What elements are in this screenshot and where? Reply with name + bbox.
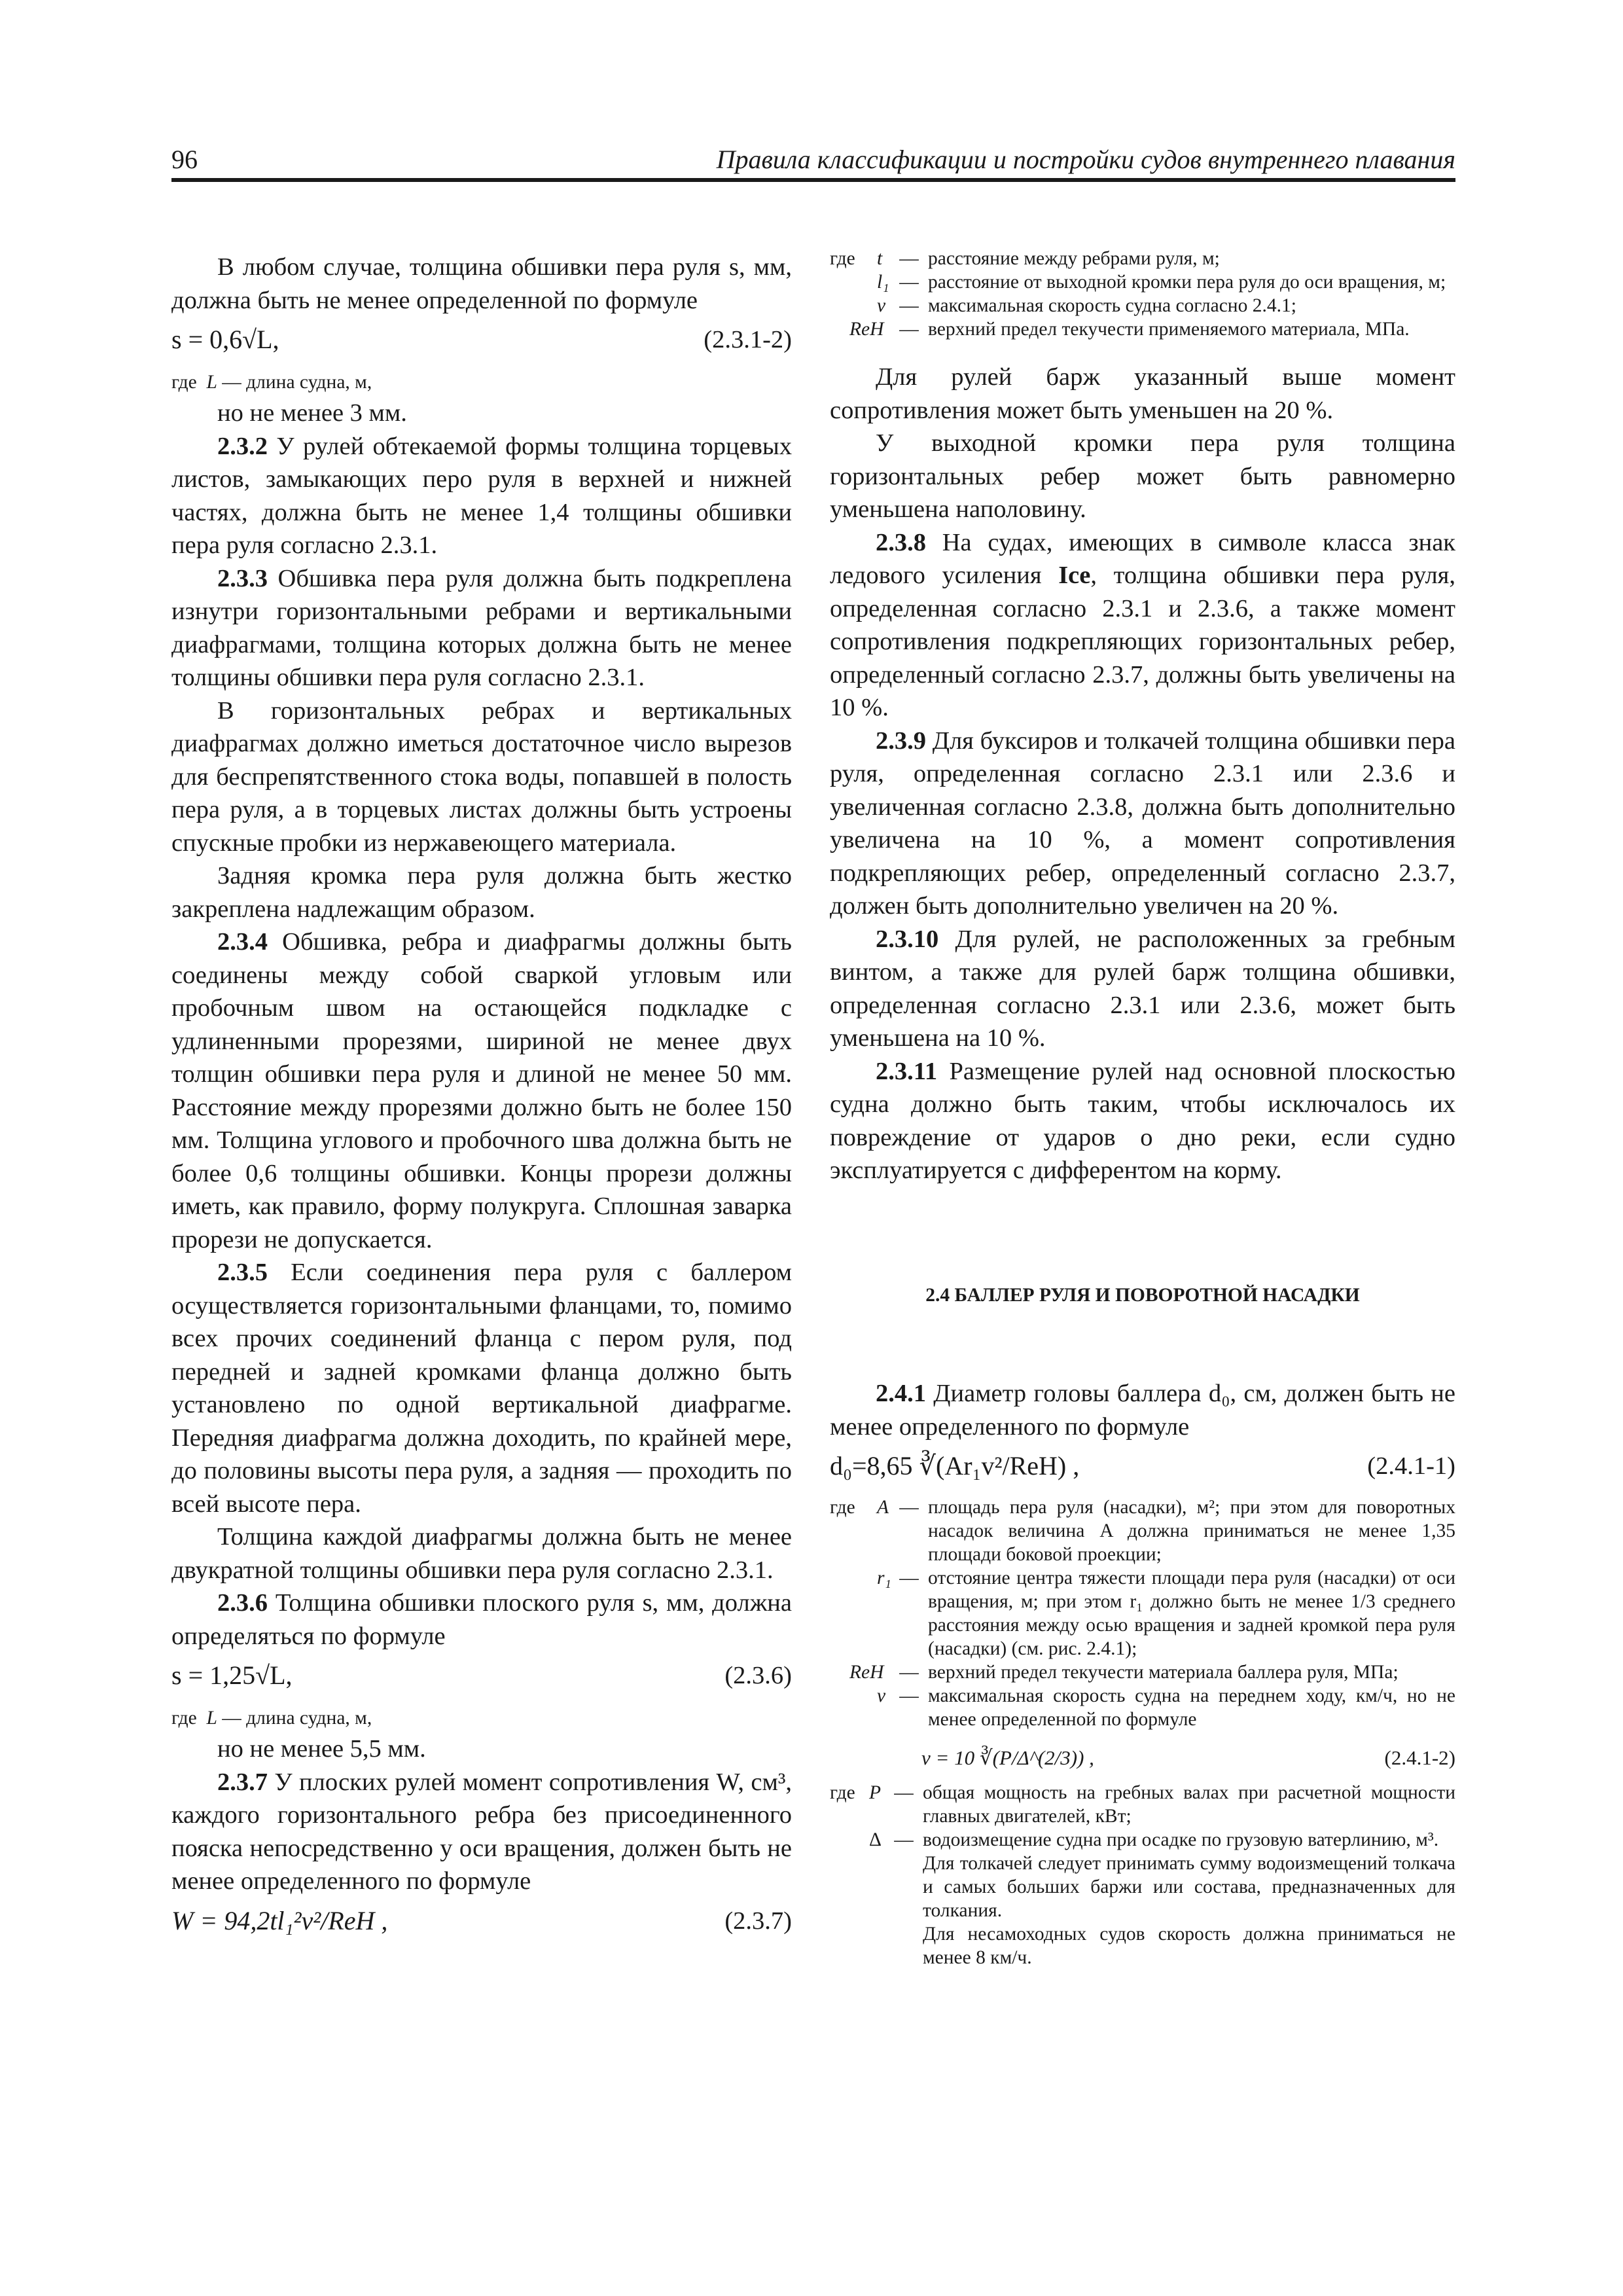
definition-dash: —	[222, 1708, 241, 1729]
clause-text: У плоских рулей момент сопротивления W, см³, каждого горизонтального ребра без присоединенного пояска непосредственно у оси вращения, должен быть не менее определенного по формуле	[171, 1768, 792, 1895]
running-title: Правила классификации и постройки судов внутреннего плавания	[716, 145, 1455, 174]
definition-item	[171, 1705, 792, 1731]
definition-dash: —	[899, 295, 919, 316]
formula-number: (2.4.1-1)	[1367, 1452, 1455, 1480]
definition-item	[171, 369, 792, 395]
page-number: 96	[171, 145, 198, 174]
formula-expression: s = 0,6√L,	[171, 325, 279, 354]
clause-text: Диаметр головы баллера d₀, см, должен быть не менее определенного по формуле	[830, 1380, 1455, 1441]
clause-number: 2.3.3	[217, 564, 268, 592]
clause-text: , толщина обшивки пера руля, определенная согласно 2.3.1 и 2.3.6, а также момент сопротивления подкрепляющих горизонтальных ребер, определенный согласно 2.3.7, должны быть увеличены на 10 %.	[830, 562, 1455, 721]
definition-list	[830, 1781, 1455, 1969]
definition-text: общая мощность на гребных валах при расчетной мощности главных двигателей, кВт;	[923, 1782, 1455, 1827]
definition-symbol: L	[206, 372, 217, 393]
formula-2-4-1-1	[830, 1447, 1455, 1489]
formula-2-4-1-2	[830, 1739, 1455, 1773]
definition-symbol: t	[877, 248, 883, 269]
definition-where: где	[171, 372, 197, 393]
definition-where: где	[830, 248, 855, 269]
definition-text: длина судна, м,	[246, 1708, 372, 1729]
clause-number: 2.3.5	[217, 1259, 268, 1286]
definition-where: где	[830, 1782, 855, 1803]
formula-expression: v = 10 ∛(P/Δ^(2/3)) ,	[921, 1746, 1094, 1769]
clause-number: 2.3.4	[217, 928, 268, 956]
clause-2-3-6	[171, 1587, 792, 1653]
definition-item	[830, 1566, 1455, 1660]
clause-number: 2.3.7	[217, 1768, 268, 1796]
definition-dash: —	[894, 1782, 914, 1803]
definition-text: водоизмещение судна при осадке по грузовую ватерлинию, м³.	[923, 1829, 1439, 1850]
clause-2-3-2	[171, 430, 792, 562]
definition-dash: —	[899, 1685, 919, 1706]
formula-expression: s = 1,25√L,	[171, 1660, 293, 1690]
definition-symbol: A	[877, 1497, 889, 1518]
header-rule	[171, 178, 1455, 182]
definition-text: площадь пера руля (насадки), м²; при этом для поворотных насадок величина A должна приниматься не менее 1,35 площади боковой проекции;	[928, 1497, 1455, 1565]
definition-dash: —	[899, 272, 919, 293]
paragraph: В любом случае, толщина обшивки пера руля s, мм, должна быть не менее определенной по формуле	[171, 253, 792, 314]
clause-2-3-8	[830, 526, 1455, 725]
clause-text: Для буксиров и толкачей толщина обшивки пера руля, определенная согласно 2.3.1 или 2.3.6 и увеличенная согласно 2.3.8, должна быть дополнительно увеличена на 10 %, а момент сопротивления подкрепляющих ребер, определенный согласно 2.3.7, должен быть дополнительно увеличен на 20 %.	[830, 726, 1455, 920]
definition-symbol: Δ	[869, 1829, 882, 1850]
definition-where: где	[171, 1708, 197, 1729]
definition-text: отстояние центра тяжести площади пера руля (насадки) от оси вращения, м; при этом r₁ должно быть не менее 1/3 среднего расстояния между осью вращения и задней кромкой пера руля (насадки) (см. рис. 2.4.1);	[928, 1568, 1455, 1659]
definition-dash: —	[899, 1497, 919, 1518]
formula-2-3-7	[171, 1902, 792, 1944]
definition-symbol: P	[869, 1782, 882, 1803]
definition-symbol: ReH	[849, 319, 884, 340]
left-column	[171, 251, 792, 1950]
clause-2-3-5	[171, 1256, 792, 1520]
ice-class-mark: Ice	[1058, 562, 1091, 589]
definition-item	[830, 294, 1455, 317]
definition-text: максимальная скорость судна на переднем ходу, км/ч, но не менее определенной по формуле	[928, 1685, 1455, 1730]
definition-list	[830, 1496, 1455, 1731]
clause-text: Если соединения пера руля с баллером осуществляется горизонтальными фланцами, то, помимо всех прочих соединений фланца с пером руля, под передней и задней кромками фланца должно быть установлено по одной вертикальной диафрагме. Передняя диафрагма должна доходить, по крайней мере, до половины высоты пера руля, а задняя — проходить по всей высоте пера.	[171, 1259, 792, 1518]
paragraph: У выходной кромки пера руля толщина горизонтальных ребер может быть равномерно уменьшена наполовину.	[830, 429, 1455, 523]
formula-number: (2.4.1-2)	[1384, 1746, 1455, 1769]
definition-item	[830, 270, 1455, 294]
right-column	[830, 248, 1455, 1969]
formula-number: (2.3.1-2)	[704, 326, 792, 353]
definition-item	[830, 1684, 1455, 1731]
definition-text: Для несамоходных судов скорость должна приниматься не менее 8 км/ч.	[923, 1924, 1455, 1968]
definition-item	[830, 1660, 1455, 1684]
clause-2-3-4	[171, 925, 792, 1256]
clause-text: Толщина обшивки плоского руля s, мм, должна определяться по формуле	[171, 1589, 792, 1650]
definition-text: расстояние от выходной кромки пера руля до оси вращения, м;	[928, 272, 1446, 293]
definition-symbol: L	[206, 1708, 217, 1729]
definition-symbol: ReH	[849, 1662, 884, 1683]
clause-2-4-1	[830, 1377, 1455, 1443]
definition-text: верхний предел текучести применяемого материала, МПа.	[928, 319, 1410, 340]
clause-2-3-11	[830, 1055, 1455, 1187]
definition-dash: —	[899, 248, 919, 269]
formula-2-3-1-2	[171, 321, 792, 363]
definition-note	[830, 1852, 1455, 1922]
clause-2-3-9	[830, 725, 1455, 923]
paragraph: но не менее 3 мм.	[217, 399, 407, 427]
definition-text: верхний предел текучести материала баллера руля, МПа;	[928, 1662, 1399, 1683]
definition-symbol: v	[877, 1685, 886, 1706]
definition-where: где	[830, 1497, 855, 1518]
clause-number: 2.3.10	[876, 925, 939, 953]
formula-expression: d₀=8,65 ∛(Ar₁v²/ReH) ,	[830, 1451, 1080, 1480]
clause-2-3-3	[171, 562, 792, 694]
paragraph: Для рулей барж указанный выше момент сопротивления может быть уменьшен на 20 %.	[830, 363, 1455, 424]
definition-symbol: r₁	[877, 1568, 891, 1588]
formula-2-3-6	[171, 1657, 792, 1698]
formula-expression: W = 94,2tl₁²v²/ReH ,	[171, 1905, 388, 1935]
clause-number: 2.3.6	[217, 1589, 268, 1617]
formula-number: (2.3.7)	[724, 1907, 792, 1935]
paragraph: но не менее 5,5 мм.	[217, 1735, 426, 1763]
definition-dash: —	[899, 1662, 919, 1683]
definition-item	[830, 1828, 1455, 1852]
clause-text: Для рулей, не расположенных за гребным винтом, а также для рулей барж толщина обшивки, определенная согласно 2.3.1 или 2.3.6, может быть уменьшена на 10 %.	[830, 925, 1455, 1052]
definition-list	[830, 247, 1455, 341]
paragraph: Толщина каждой диафрагмы должна быть не менее двукратной толщины обшивки пера руля согласно 2.3.1.	[171, 1523, 792, 1584]
clause-2-3-10	[830, 923, 1455, 1055]
clause-text: У рулей обтекаемой формы толщина торцевых листов, замыкающих перо руля в верхней и нижней частях, должна быть не менее 1,4 толщины обшивки пера руля согласно 2.3.1.	[171, 432, 792, 559]
clause-number: 2.3.9	[876, 726, 926, 755]
section-heading: 2.4 БАЛЛЕР РУЛЯ И ПОВОРОТНОЙ НАСАДКИ	[925, 1284, 1360, 1306]
clause-text: Размещение рулей над основной плоскостью судна должно быть таким, чтобы исключалось их повреждение от ударов о дно реки, если судно эксплуатируется с дифферентом на корму.	[830, 1057, 1455, 1184]
clause-text: На судах, имеющих в символе класса знак ледового усиления	[830, 528, 1455, 589]
definition-item	[830, 317, 1455, 341]
definition-text: максимальная скорость судна согласно 2.4.1;	[928, 295, 1296, 316]
definition-text: расстояние между ребрами руля, м;	[928, 248, 1220, 269]
definition-text: Для толкачей следует принимать сумму водоизмещений толкача и самых больших баржи или состава, предназначенных для толкания.	[923, 1853, 1455, 1921]
formula-number: (2.3.6)	[724, 1662, 792, 1689]
paragraph: Задняя кромка пера руля должна быть жестко закреплена надлежащим образом.	[171, 862, 792, 923]
definition-item	[830, 1781, 1455, 1828]
definition-dash: —	[899, 319, 919, 340]
definition-note	[830, 1922, 1455, 1969]
paragraph: В горизонтальных ребрах и вертикальных диафрагмах должно иметься достаточное число вырезов для беспрепятственного стока воды, попавшей в полость пера руля, а в торцевых листах должны быть устроены спускные пробки из нержавеющего материала.	[171, 696, 792, 857]
definition-text: длина судна, м,	[246, 372, 372, 393]
definition-symbol: l₁	[877, 272, 889, 293]
clause-text: Обшивка, ребра и диафрагмы должны быть соединены между собой сваркой угловым или пробочным швом на остающейся подкладке с удлиненными прорезями, шириной не менее двух толщин обшивки пера руля и длиной не менее 50 мм. Расстояние между прорезями должно быть не более 150 мм. Толщина углового и пробочного шва должна быть не более 0,6 толщины обшивки. Концы прорези должны иметь, как правило, форму полукруга. Сплошная заварка прорези не допускается.	[171, 928, 792, 1253]
definition-dash: —	[894, 1829, 914, 1850]
clause-number: 2.3.11	[876, 1057, 938, 1085]
clause-text: Обшивка пера руля должна быть подкреплена изнутри горизонтальными ребрами и вертикальными диафрагмами, толщина которых должна быть не менее толщины обшивки пера руля согласно 2.3.1.	[171, 564, 792, 691]
definition-item	[830, 1496, 1455, 1566]
clause-number: 2.4.1	[876, 1380, 926, 1407]
definition-symbol: v	[877, 295, 886, 316]
page-header	[171, 139, 1455, 179]
clause-number: 2.3.2	[217, 432, 268, 460]
definition-dash: —	[899, 1568, 919, 1588]
clause-2-3-7	[171, 1766, 792, 1898]
definition-dash: —	[222, 372, 241, 393]
definition-item	[830, 247, 1455, 270]
clause-number: 2.3.8	[876, 528, 926, 556]
